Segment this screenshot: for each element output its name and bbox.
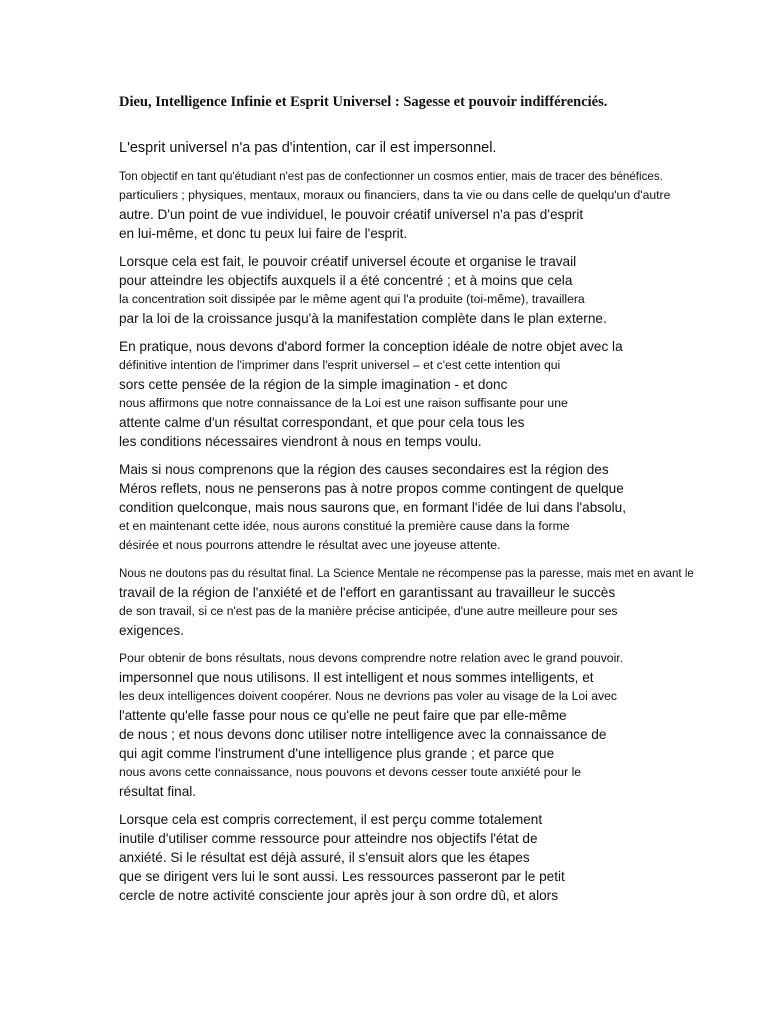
text-line: Lorsque cela est compris correctement, il est perçu comme totalement [119, 812, 543, 827]
text-line: Mais si nous comprenons que la région des causes secondaires est la région des [119, 462, 609, 477]
text-line: la concentration soit dissipée par le même agent qui l'a produite (toi-même), travaillera [119, 292, 585, 306]
text-line: travail de la région de l'anxiété et de l'effort en garantissant au travailleur le succès [119, 585, 616, 600]
text-line: exigences. [119, 623, 184, 638]
text-line: les deux intelligences doivent coopérer. Nous ne devrions pas voler au visage de la Loi avec [119, 689, 617, 703]
text-line: en lui-même, et donc tu peux lui faire de l'esprit. [119, 226, 408, 241]
paragraph-8 [119, 810, 699, 905]
text-line: Ton objectif en tant qu'étudiant n'est pas de confectionner un cosmos entier, mais de tracer des bénéfices. [119, 170, 663, 183]
text-line: cercle de notre activité consciente jour après jour à son ordre dû, et alors [119, 888, 559, 903]
text-line: autre. D'un point de vue individuel, le pouvoir créatif universel n'a pas d'esprit [119, 207, 584, 222]
text-line: désirée et nous pourrons attendre le résultat avec une joyeuse attente. [119, 538, 501, 552]
paragraph-3 [119, 252, 699, 328]
document-body [119, 139, 699, 914]
text-line: par la loi de la croissance jusqu'à la manifestation complète dans le plan externe. [119, 311, 607, 326]
text-line: résultat final. [119, 784, 197, 799]
text-line: Lorsque cela est fait, le pouvoir créatif universel écoute et organise le travail [119, 254, 577, 269]
text-line: Pour obtenir de bons résultats, nous devons comprendre notre relation avec le grand pouvoir. [119, 651, 624, 665]
text-line: impersonnel que nous utilisons. Il est intelligent et nous sommes intelligents, et [119, 670, 594, 685]
text-line: nous avons cette connaissance, nous pouvons et devons cesser toute anxiété pour le [119, 765, 582, 779]
paragraph-4 [119, 337, 699, 451]
text-line: définitive intention de l'imprimer dans l'esprit universel – et c'est cette intention qui [119, 358, 561, 372]
paragraph-6 [119, 564, 699, 640]
text-line: condition quelconque, mais nous saurons que, en formant l'idée de lui dans l'absolu, [119, 500, 626, 515]
text-line: L'esprit universel n'a pas d'intention, car il est impersonnel. [119, 140, 497, 156]
text-line: que se dirigent vers lui le sont aussi. Les ressources passeront par le petit [119, 869, 565, 884]
text-line: nous affirmons que notre connaissance de la Loi est une raison suffisante pour une [119, 396, 568, 410]
text-line: et en maintenant cette idée, nous aurons constitué la première cause dans la forme [119, 519, 570, 533]
text-line: attente calme d'un résultat correspondant, et que pour cela tous les [119, 415, 525, 430]
paragraph-1 [119, 139, 699, 158]
text-line: de nous ; et nous devons donc utiliser notre intelligence avec la connaissance de [119, 727, 607, 742]
paragraph-2 [119, 167, 699, 243]
text-line: de son travail, si ce n'est pas de la manière précise anticipée, d'une autre meilleure pour ses [119, 604, 618, 618]
paragraph-5 [119, 460, 699, 555]
text-line: l'attente qu'elle fasse pour nous ce qu'elle ne peut faire que par elle-même [119, 708, 567, 723]
text-line: les conditions nécessaires viendront à nous en temps voulu. [119, 434, 482, 449]
text-line: qui agit comme l'instrument d'une intelligence plus grande ; et parce que [119, 746, 555, 761]
text-line: anxiété. Si le résultat est déjà assuré, il s'ensuit alors que les étapes [119, 850, 530, 865]
text-line: Nous ne doutons pas du résultat final. La Science Mentale ne récompense pas la paresse, mais met en avant le [119, 567, 694, 580]
document-title: Dieu, Intelligence Infinie et Esprit Universel : Sagesse et pouvoir indifférenciés. [119, 94, 608, 110]
text-line: En pratique, nous devons d'abord former la conception idéale de notre objet avec la [119, 339, 623, 354]
text-line: inutile d'utiliser comme ressource pour atteindre nos objectifs l'état de [119, 831, 538, 846]
paragraph-7 [119, 649, 699, 801]
text-line: sors cette pensée de la région de la simple imagination - et donc [119, 377, 508, 392]
text-line: pour atteindre les objectifs auxquels il a été concentré ; et à moins que cela [119, 273, 573, 288]
text-line: particuliers ; physiques, mentaux, moraux ou financiers, dans ta vie ou dans celle de quelqu'un d'autre [119, 188, 671, 202]
text-line: Méros reflets, nous ne penserons pas à notre propos comme contingent de quelque [119, 481, 624, 496]
